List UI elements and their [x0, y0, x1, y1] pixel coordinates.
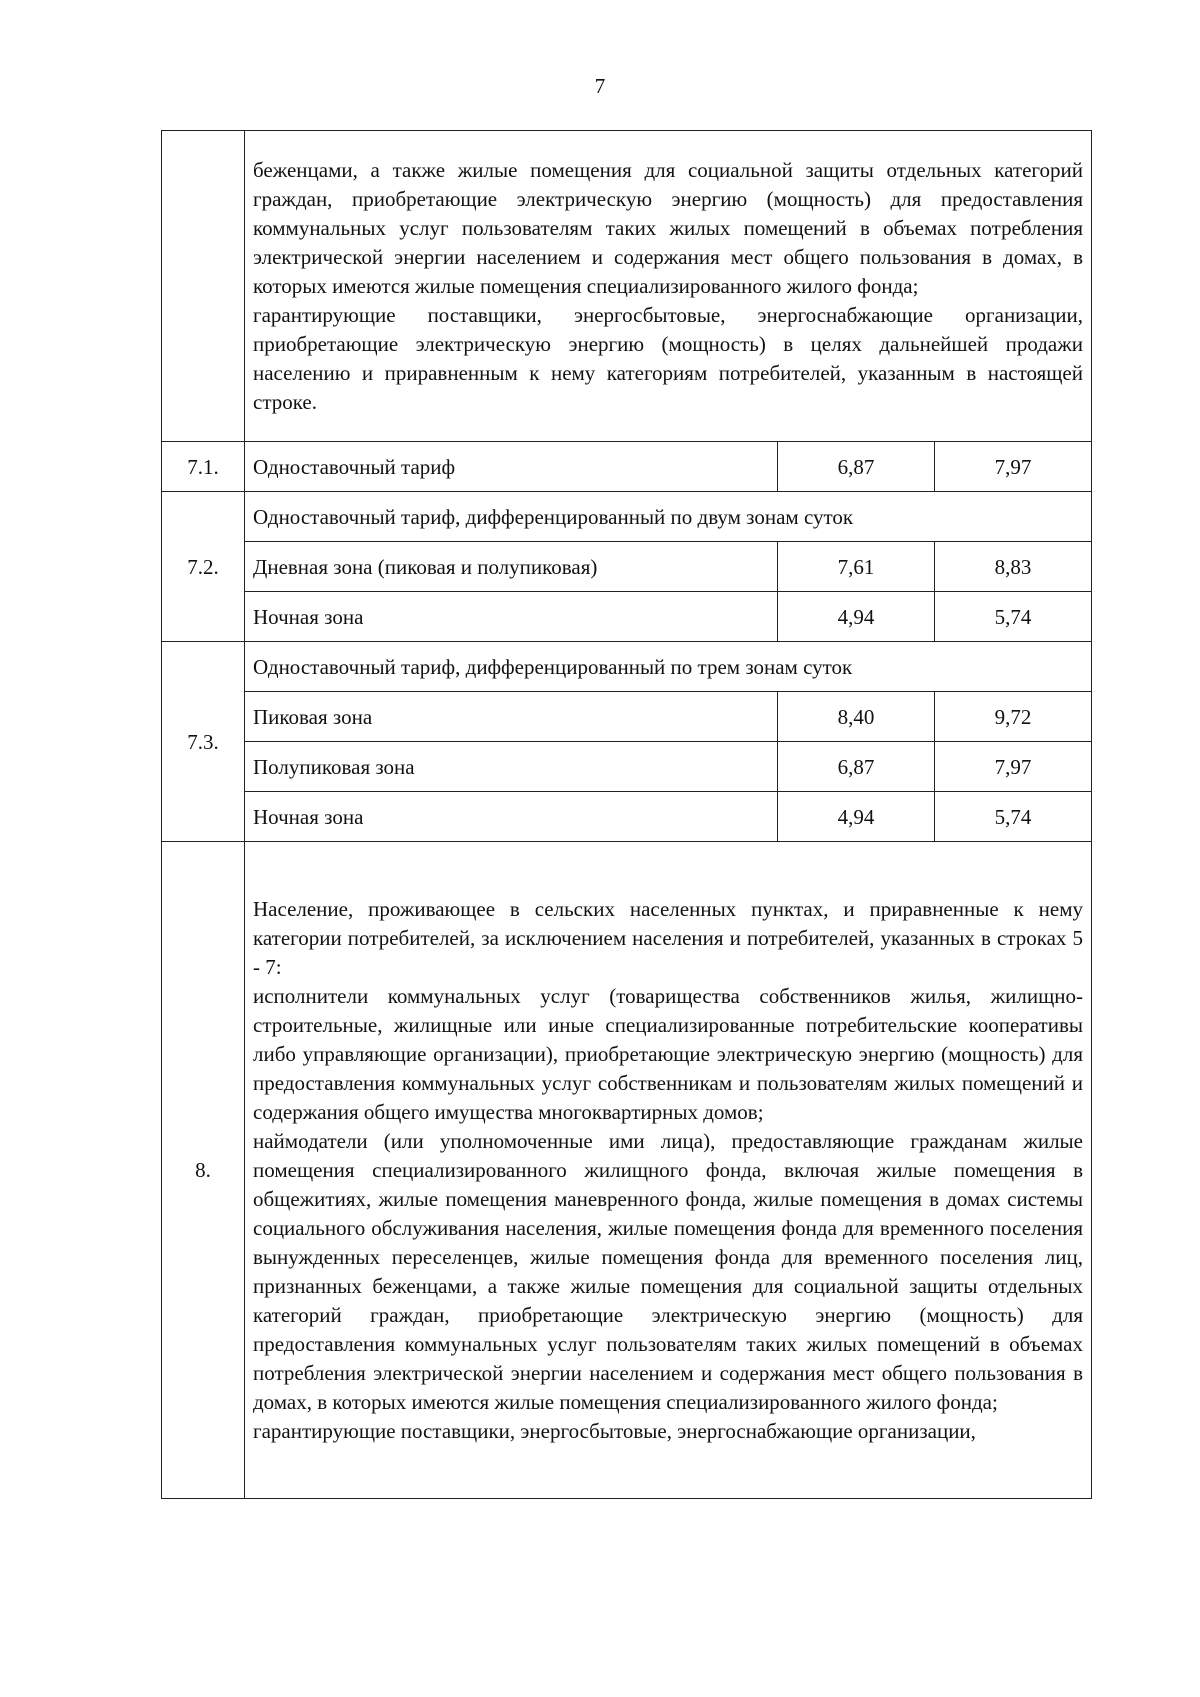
table-row-8: [162, 842, 1092, 1499]
description-paragraph: беженцами, а также жилые помещения для социальной защиты отдельных категорий граждан, приобретающие электрическую энергию (мощность) для предоставления коммунальных услуг пользователям таких жилых помещений в объемах потребления электрической энергии населением и содержания мест общего пользования в домах, в которых имеются жилые помещения специализированного жилого фонда;: [253, 157, 1083, 298]
description-paragraph: Население, проживающее в сельских населенных пунктах, и приравненные к нему категории потребителей, за исключением населения и потребителей, указанных в строках 5 - 7:: [253, 896, 1083, 979]
tariff-value-2-cell: 8,83: [935, 542, 1092, 592]
description-paragraph: наймодатели (или уполномоченные ими лица), предоставляющие гражданам жилые помещения специализированного жилищного фонда, включая жилые помещения в общежитиях, жилые помещения маневренного фонда, жилые помещения в домах системы социального обслуживания населения, жилые помещения фонда для временного поселения вынужденных переселенцев, жилые помещения фонда для временного поселения лиц, признанных беженцами, а также жилые помещения для социальной защиты отдельных категорий граждан, приобретающие электрическую энергию (мощность) для предоставления коммунальных услуг пользователям таких жилых помещений в объемах потребления электрической энергии населением и содержания мест общего пользования в домах, в которых имеются жилые помещения специализированного жилого фонда;: [253, 1128, 1083, 1414]
row-number-cell: 7.2.: [162, 492, 245, 642]
table-row-7-3-header: [162, 642, 1092, 692]
tariff-value-2-cell: 9,72: [935, 692, 1092, 742]
table-row-7-3-peak: [162, 692, 1092, 742]
tariff-value-1-cell: 6,87: [778, 742, 935, 792]
tariff-name-cell: Одноставочный тариф: [245, 442, 778, 492]
tariff-name-cell: Дневная зона (пиковая и полупиковая): [245, 542, 778, 592]
row-description-cell: [245, 842, 1092, 1499]
tariff-name-cell: Полупиковая зона: [245, 742, 778, 792]
description-paragraph: гарантирующие поставщики, энергосбытовые, энергоснабжающие организации, приобретающие электрическую энергию (мощность) в целях дальнейшей продажи населению и приравненным к нему категориям потребителей, указанным в настоящей строке.: [253, 302, 1083, 414]
table-row-7-3-half-peak: [162, 742, 1092, 792]
description-paragraph: гарантирующие поставщики, энергосбытовые, энергоснабжающие организации,: [253, 1418, 976, 1443]
tariff-value-1-cell: 8,40: [778, 692, 935, 742]
tariff-value-2-cell: 5,74: [935, 592, 1092, 642]
table-row-7-1: [162, 442, 1092, 492]
page-number: 7: [594, 74, 606, 98]
tariff-group-header-cell: Одноставочный тариф, дифференцированный по двум зонам суток: [245, 492, 1092, 542]
table-row-7-2-night: [162, 592, 1092, 642]
table-row-continuation: [162, 131, 1092, 442]
row-number-cell: [162, 131, 245, 442]
tariff-name-cell: Ночная зона: [245, 592, 778, 642]
table-row-7-3-night: [162, 792, 1092, 842]
tariff-value-1-cell: 7,61: [778, 542, 935, 592]
row-description-cell: [245, 131, 1092, 442]
tariff-value-1-cell: 4,94: [778, 592, 935, 642]
tariff-value-1-cell: 6,87: [778, 442, 935, 492]
row-number-cell: 7.3.: [162, 642, 245, 842]
table-row-7-2-header: [162, 492, 1092, 542]
tariff-table: [161, 130, 1092, 1499]
tariff-name-cell: Ночная зона: [245, 792, 778, 842]
tariff-name-cell: Пиковая зона: [245, 692, 778, 742]
tariff-value-2-cell: 7,97: [935, 742, 1092, 792]
row-number-cell: 7.1.: [162, 442, 245, 492]
tariff-group-header-cell: Одноставочный тариф, дифференцированный по трем зонам суток: [245, 642, 1092, 692]
tariff-value-1-cell: 4,94: [778, 792, 935, 842]
row-number-cell: 8.: [162, 842, 245, 1499]
tariff-value-2-cell: 5,74: [935, 792, 1092, 842]
table-row-7-2-day: [162, 542, 1092, 592]
description-paragraph: исполнители коммунальных услуг (товарищества собственников жилья, жилищно-строительные, жилищные или иные специализированные потребительские кооперативы либо управляющие организации), приобретающие электрическую энергию (мощность) для предоставления коммунальных услуг собственникам и пользователям жилых помещений и содержания общего имущества многоквартирных домов;: [253, 983, 1083, 1124]
tariff-value-2-cell: 7,97: [935, 442, 1092, 492]
